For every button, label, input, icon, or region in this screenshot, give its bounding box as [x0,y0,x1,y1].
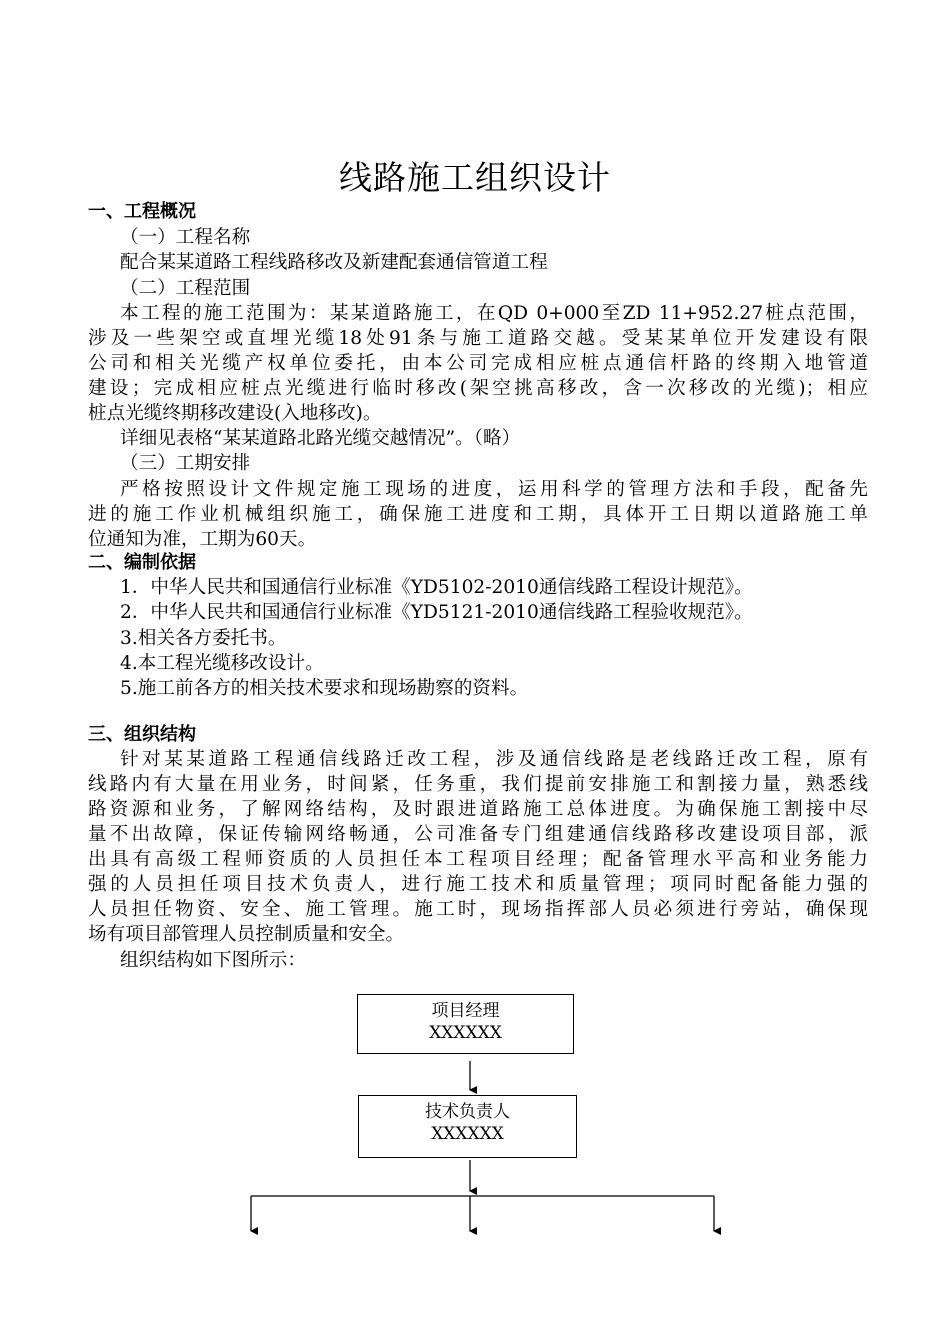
schedule-paragraph-line: 严格按照设计文件规定施工现场的进度，运用科学的管理方法和手段，配备先 [120,479,868,500]
subheading-project-scope: （二）工程范围 [120,278,251,299]
schedule-paragraph-line: 位通知为准，工期为60天。 [88,529,317,550]
basis-list-item: 1．中华人民共和国通信行业标准《YD5102-2010通信线路工程设计规范》。 [120,577,753,598]
scope-paragraph-line: 建设；完成相应桩点光缆进行临时移改(架空挑高移改，含一次移改的光缆)；相应 [88,378,868,399]
section-heading-organization: 三、组织结构 [88,724,196,745]
organization-paragraph-line: 场有项目部管理人员控制质量和安全。 [88,924,405,945]
basis-list-item: 2．中华人民共和国通信行业标准《YD5121-2010通信线路工程验收规范》。 [120,602,753,623]
project-name-text: 配合某某道路工程线路移改及新建配套通信管道工程 [120,252,548,273]
document-title: 线路施工组织设计 [339,158,611,197]
org-box-name: XXXXXX [431,1124,504,1144]
org-box-title: 技术负责人 [425,1102,510,1122]
detail-reference-text: 详细见表格“某某道路北路光缆交越情况”。（略） [120,428,521,449]
organization-paragraph-line: 出具有高级工程师资质的人员担任本工程项目经理；配备管理水平高和业务能力 [88,849,868,870]
scope-paragraph-line: 本工程的施工范围为：某某道路施工，在QD 0+000至ZD 11+952.27桩点范围， [120,303,868,324]
org-box-title: 项目经理 [431,1001,500,1021]
org-box-name: XXXXXX [429,1023,502,1043]
schedule-paragraph-line: 进的施工作业机械组织施工，确保施工进度和工期，具体开工日期以道路施工单 [88,504,868,525]
basis-list-item: 5.施工前各方的相关技术要求和现场勘察的资料。 [120,678,529,699]
basis-list-item: 4.本工程光缆移改设计。 [120,653,324,674]
scope-paragraph-line: 桩点光缆终期移改建设(入地移改)。 [88,403,382,424]
section-heading-overview: 一、工程概况 [88,201,196,222]
organization-paragraph-line: 强的人员担任项目技术负责人，进行施工技术和质量管理；项同时配备能力强的 [88,874,868,895]
organization-paragraph-line: 针对某某道路工程通信线路迁改工程，涉及通信线路是老线路迁改工程，原有 [120,749,868,770]
section-heading-basis: 二、编制依据 [88,552,196,573]
subheading-project-name: （一）工程名称 [120,227,251,248]
organization-paragraph-line: 路资源和业务，了解网络结构，及时跟进道路施工总体进度。为确保施工割接中尽 [88,799,868,820]
scope-paragraph-line: 公司和相关光缆产权单位委托，由本公司完成相应桩点通信杆路的终期入地管道 [88,353,868,374]
scope-paragraph-line: 涉及一些架空或直埋光缆18处91条与施工道路交越。受某某单位开发建设有限 [88,328,868,349]
organization-paragraph-line: 人员担任物资、安全、施工管理。施工时，现场指挥部人员必须进行旁站，确保现 [88,899,868,920]
basis-list-item: 3.相关各方委托书。 [120,628,287,649]
subheading-schedule: （三）工期安排 [120,453,251,474]
organization-paragraph-line: 量不出故障，保证传输网络畅通，公司准备专门组建通信线路移改建设项目部，派 [88,824,868,845]
org-chart-intro: 组织结构如下图所示： [120,950,306,971]
organization-paragraph-line: 线路内有大量在用业务，时间紧，任务重，我们提前安排施工和割接力量，熟悉线 [88,774,868,795]
